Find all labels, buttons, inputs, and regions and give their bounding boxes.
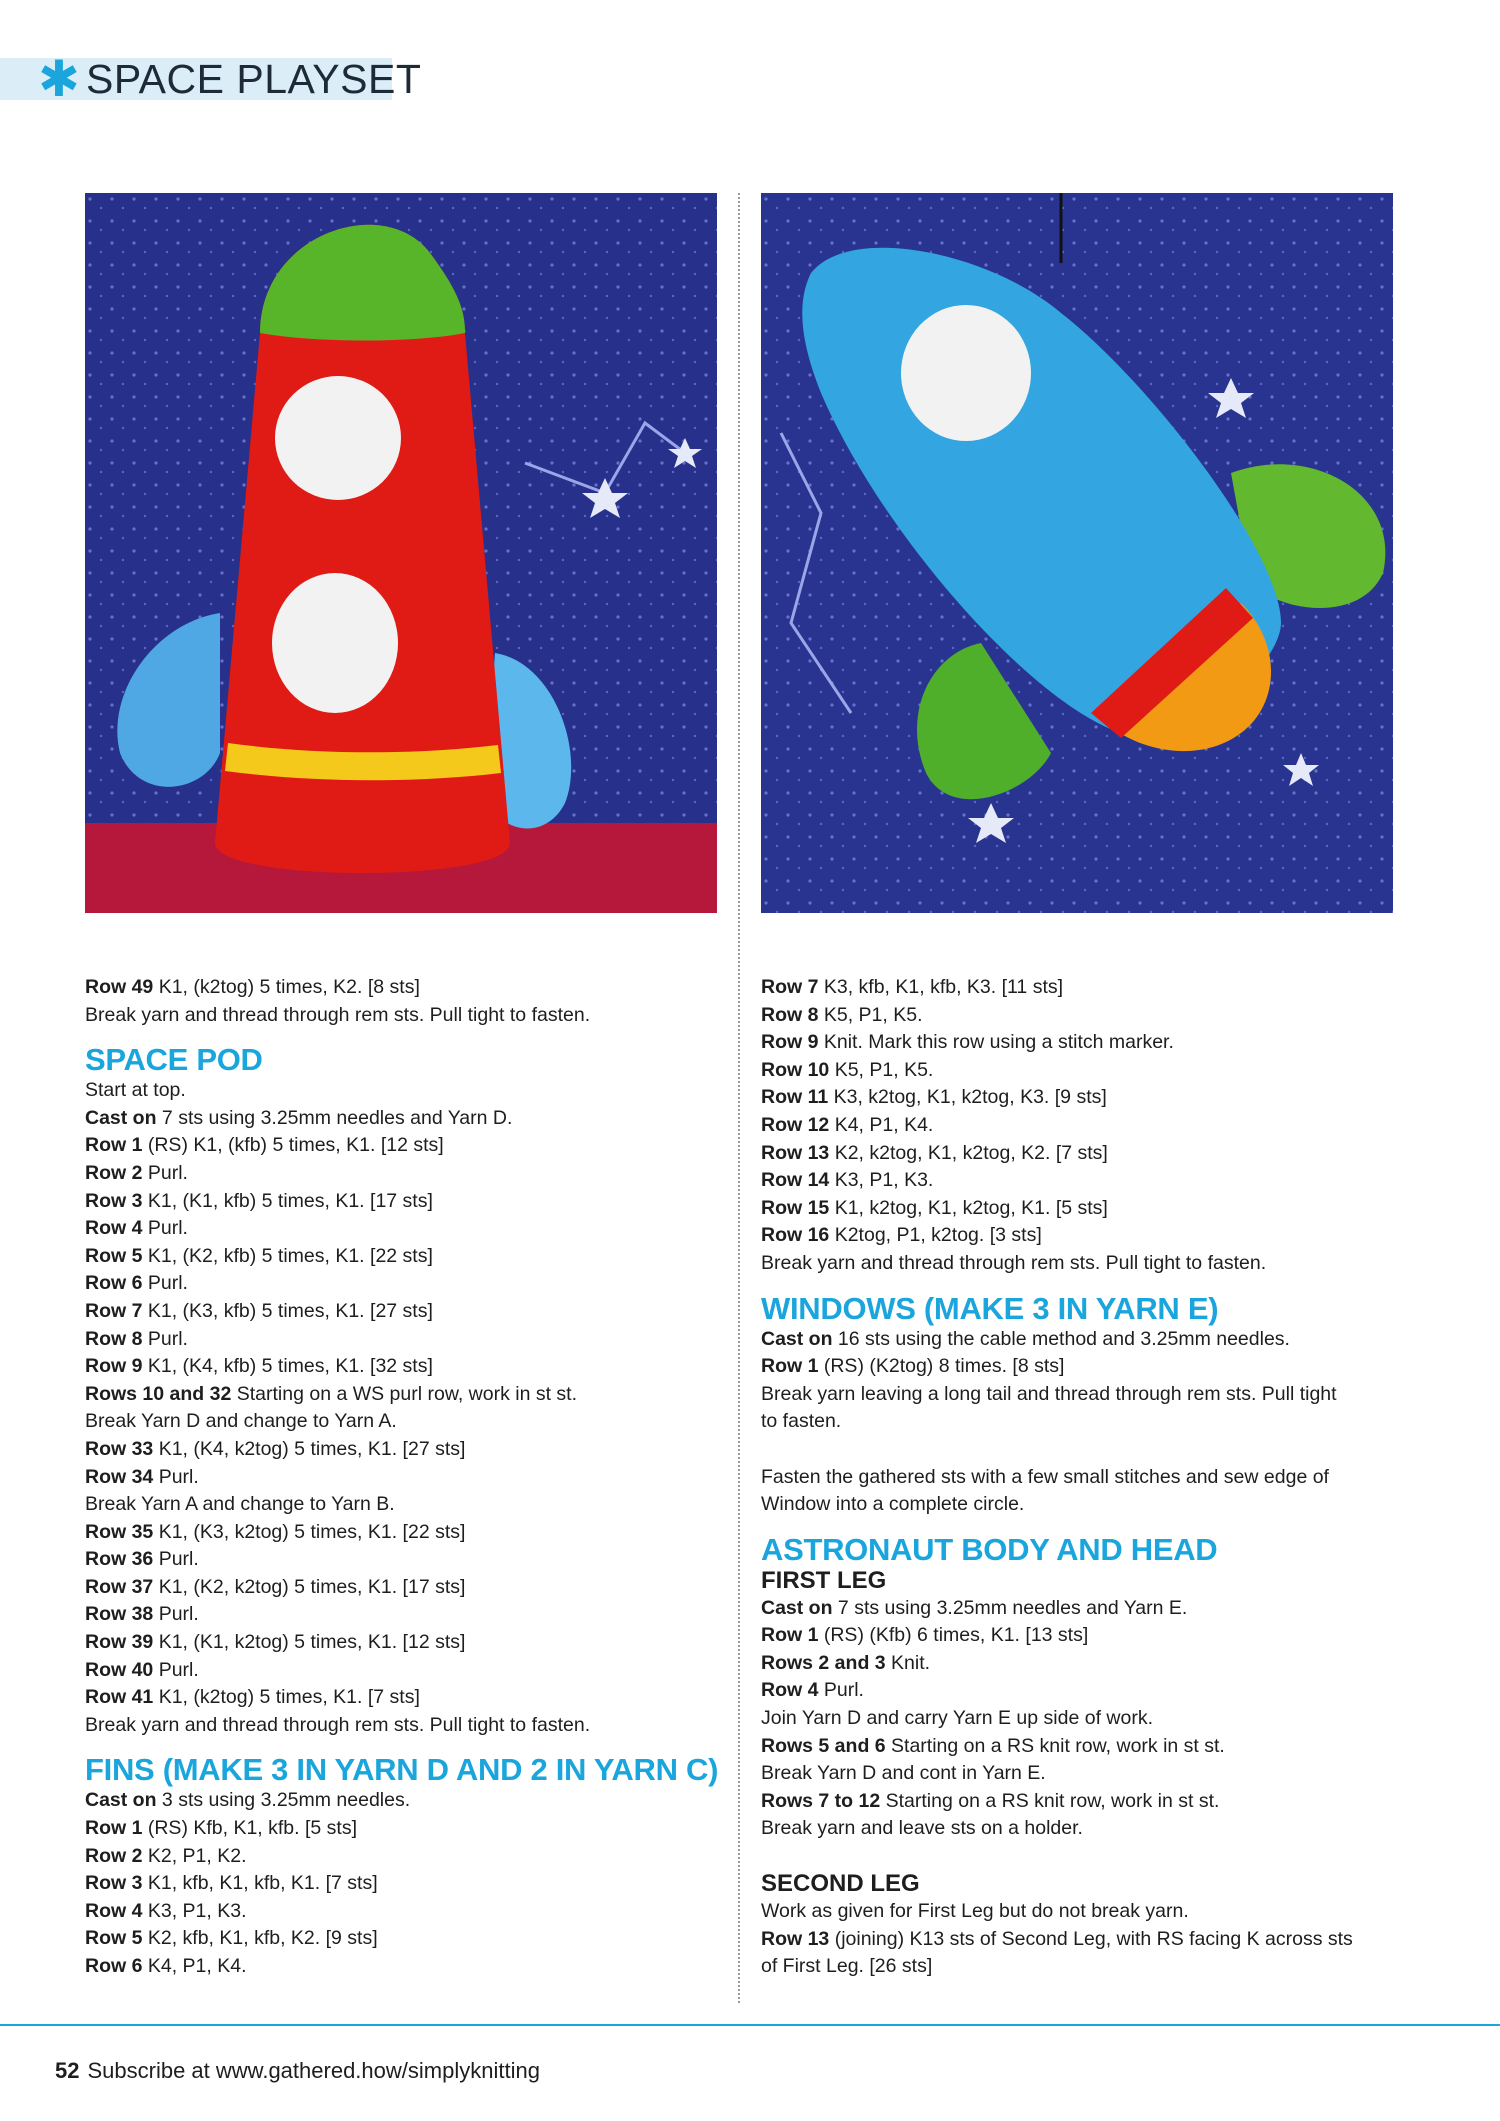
pattern-row	[85, 1574, 725, 1602]
row-instruction: K3, k2tog, K1, k2tog, K3. [9 sts]	[828, 1086, 1107, 1109]
row-instruction: K1, (K3, kfb) 5 times, K1. [27 sts]	[142, 1299, 433, 1322]
row-label: Row 6	[85, 1272, 143, 1295]
row-label: Row 1	[85, 1134, 143, 1157]
row-label: Row 33	[85, 1437, 154, 1460]
pattern-row	[85, 1270, 725, 1298]
row-label: Row 3	[85, 1872, 143, 1895]
section-heading: SPACE POD	[85, 1042, 263, 1078]
row-instruction: K2, k2tog, K1, k2tog, K2. [7 sts]	[829, 1141, 1108, 1164]
row-label: Cast on	[85, 1789, 157, 1812]
row-label: Row 1	[85, 1817, 143, 1840]
pattern-row	[85, 1298, 725, 1326]
pattern-row	[85, 1815, 725, 1843]
pattern-row	[761, 1140, 1401, 1168]
row-label: Row 16	[761, 1224, 830, 1247]
row-instruction: (RS) (Kfb) 6 times, K1. [13 sts]	[818, 1624, 1089, 1647]
pattern-row	[85, 1160, 725, 1188]
row-instruction: Purl.	[153, 1548, 199, 1571]
row-label: Row 8	[761, 1003, 819, 1026]
left-text-column	[85, 974, 725, 1981]
row-label: Row 36	[85, 1548, 154, 1571]
row-instruction: Purl.	[142, 1217, 188, 1240]
pattern-row	[85, 1132, 725, 1160]
pattern-row	[85, 1684, 725, 1712]
pattern-row	[85, 1843, 725, 1871]
row-label: Row 38	[85, 1603, 154, 1626]
pattern-row	[85, 1215, 725, 1243]
row-label: Rows 10 and 32	[85, 1382, 232, 1405]
pattern-row	[85, 1105, 725, 1133]
pattern-row	[85, 1898, 725, 1926]
row-instruction: Purl.	[153, 1465, 199, 1488]
pattern-row	[85, 1787, 725, 1815]
row-label: Row 7	[85, 1299, 143, 1322]
row-instruction: Purl.	[142, 1161, 188, 1184]
pattern-row	[761, 1733, 1401, 1761]
pattern-row	[85, 1629, 725, 1657]
row-label: Row 37	[85, 1575, 154, 1598]
row-label: Row 4	[85, 1217, 143, 1240]
pattern-row	[85, 1464, 725, 1492]
row-label: Row 49	[85, 976, 154, 998]
row-label: Row 2	[85, 1161, 143, 1184]
row-instruction: Starting on a WS purl row, work in st st.	[231, 1382, 578, 1405]
row-instruction: K5, P1, K5.	[818, 1003, 923, 1026]
row-instruction: Purl.	[142, 1272, 188, 1295]
pattern-row	[85, 1870, 725, 1898]
instruction-text: Break Yarn D and cont in Yarn E.	[761, 1762, 1046, 1785]
pattern-row	[761, 1650, 1401, 1678]
pattern-row	[85, 1436, 725, 1464]
pattern-row	[761, 1326, 1401, 1354]
pattern-row	[761, 1788, 1401, 1816]
row-instruction: K1, (K4, kfb) 5 times, K1. [32 sts]	[142, 1355, 433, 1378]
footer	[55, 2057, 540, 2085]
blue-rocket-photo	[761, 193, 1393, 913]
instruction-text: Break Yarn D and change to Yarn A.	[85, 1410, 397, 1433]
row-label: Row 7	[761, 976, 819, 998]
instruction-text: Join Yarn D and carry Yarn E up side of work.	[761, 1707, 1153, 1730]
row-instruction: (RS) Kfb, K1, kfb. [5 sts]	[142, 1817, 358, 1840]
row-instruction: Purl.	[153, 1603, 199, 1626]
pattern-row	[85, 1381, 725, 1409]
pattern-row	[761, 1029, 1401, 1057]
page-number: 52	[55, 2058, 80, 2083]
row-label: Row 13	[761, 1927, 830, 1950]
row-instruction: K2tog, P1, k2tog. [3 sts]	[829, 1224, 1042, 1247]
row-instruction: Knit.	[885, 1651, 931, 1674]
row-instruction: K1, (K2, kfb) 5 times, K1. [22 sts]	[142, 1244, 433, 1267]
pattern-row	[85, 1243, 725, 1271]
instruction-text: Start at top.	[85, 1079, 186, 1102]
row-label: Row 8	[85, 1327, 143, 1350]
pattern-row	[761, 1926, 1401, 1954]
row-instruction: (RS) (K2tog) 8 times. [8 sts]	[818, 1355, 1065, 1378]
row-instruction: K3, P1, K3.	[142, 1899, 247, 1922]
instruction-text: Break yarn leaving a long tail and thread through rem sts. Pull tight	[761, 1382, 1337, 1405]
row-label: Row 12	[761, 1113, 830, 1136]
row-instruction: K1, (K2, k2tog) 5 times, K1. [17 sts]	[153, 1575, 466, 1598]
row-instruction: K1, k2tog, K1, k2tog, K1. [5 sts]	[829, 1196, 1108, 1219]
row-label: Rows 5 and 6	[761, 1734, 886, 1757]
pattern-row	[761, 974, 1401, 1002]
instruction-text: Window into a complete circle.	[761, 1493, 1025, 1516]
column-divider	[738, 193, 740, 2003]
instruction-text: of First Leg. [26 sts]	[761, 1955, 933, 1978]
page-title: SPACE PLAYSET	[86, 56, 422, 102]
pattern-row	[761, 1595, 1401, 1623]
row-label: Row 11	[761, 1086, 829, 1109]
pattern-row	[85, 1326, 725, 1354]
row-instruction: K4, P1, K4.	[829, 1113, 934, 1136]
sub-heading: FIRST LEG	[761, 1566, 887, 1594]
pattern-row	[761, 1112, 1401, 1140]
row-instruction: 7 sts using 3.25mm needles and Yarn E.	[832, 1596, 1188, 1619]
row-instruction: Purl.	[142, 1327, 188, 1350]
row-instruction: 3 sts using 3.25mm needles.	[156, 1789, 411, 1812]
row-instruction: K2, P1, K2.	[142, 1844, 247, 1867]
row-label: Row 5	[85, 1927, 143, 1950]
row-label: Row 1	[761, 1624, 819, 1647]
pattern-row	[761, 1353, 1401, 1381]
pattern-row	[85, 1519, 725, 1547]
row-label: Row 3	[85, 1189, 143, 1212]
row-instruction: Starting on a RS knit row, work in st st.	[885, 1734, 1225, 1757]
pattern-row	[761, 1677, 1401, 1705]
instruction-text: Break yarn and thread through rem sts. Pull tight to fasten.	[761, 1251, 1267, 1274]
row-instruction: Starting on a RS knit row, work in st st.	[880, 1789, 1220, 1812]
row-label: Rows 7 to 12	[761, 1789, 881, 1812]
pattern-row	[761, 1167, 1401, 1195]
row-label: Row 34	[85, 1465, 154, 1488]
instruction-text: Break yarn and thread through rem sts. Pull tight to fasten.	[85, 1713, 591, 1736]
row-label: Row 1	[761, 1355, 819, 1378]
instruction-text: Break yarn and leave sts on a holder.	[761, 1817, 1083, 1840]
row-label: Row 4	[761, 1679, 819, 1702]
section-heading: ASTRONAUT BODY AND HEAD	[761, 1531, 1218, 1567]
row-instruction: K1, (K3, k2tog) 5 times, K1. [22 sts]	[153, 1520, 466, 1543]
row-label: Row 9	[85, 1355, 143, 1378]
pattern-row	[761, 1222, 1401, 1250]
row-instruction: K2, kfb, K1, kfb, K2. [9 sts]	[142, 1927, 378, 1950]
pattern-row	[85, 1188, 725, 1216]
pattern-row	[85, 1546, 725, 1574]
row-label: Row 10	[761, 1058, 830, 1081]
row-label: Row 6	[85, 1955, 143, 1977]
pattern-row	[761, 1002, 1401, 1030]
row-label: Row 13	[761, 1141, 830, 1164]
row-label: Cast on	[761, 1596, 833, 1619]
row-instruction: Knit. Mark this row using a stitch marker.	[818, 1031, 1174, 1054]
pattern-row	[761, 1195, 1401, 1223]
pattern-row	[761, 1084, 1401, 1112]
row-instruction: K1, kfb, K1, kfb, K1. [7 sts]	[142, 1872, 378, 1895]
asterisk-icon: ✱	[38, 51, 80, 107]
row-instruction: K3, kfb, K1, kfb, K3. [11 sts]	[818, 976, 1064, 998]
row-label: Row 2	[85, 1844, 143, 1867]
row-label: Rows 2 and 3	[761, 1651, 886, 1674]
row-instruction: K1, (K1, k2tog) 5 times, K1. [12 sts]	[153, 1631, 466, 1654]
row-instruction: (joining) K13 sts of Second Leg, with RS facing K across sts	[829, 1927, 1353, 1950]
pattern-row	[85, 974, 725, 1002]
pattern-row	[761, 1057, 1401, 1085]
row-label: Row 9	[761, 1031, 819, 1054]
pattern-row	[85, 1657, 725, 1685]
pattern-row	[85, 1953, 725, 1981]
pattern-row	[85, 1925, 725, 1953]
footer-link[interactable]: Subscribe at www.gathered.how/simplyknitting	[87, 2058, 540, 2083]
instruction-text: to fasten.	[761, 1410, 842, 1433]
row-label: Row 15	[761, 1196, 830, 1219]
sub-heading: SECOND LEG	[761, 1870, 920, 1898]
instruction-text: Break Yarn A and change to Yarn B.	[85, 1493, 395, 1516]
instruction-text: Fasten the gathered sts with a few small stitches and sew edge of	[761, 1465, 1329, 1488]
row-instruction: K5, P1, K5.	[829, 1058, 934, 1081]
row-label: Row 5	[85, 1244, 143, 1267]
row-instruction: Purl.	[818, 1679, 864, 1702]
row-label: Cast on	[85, 1106, 157, 1129]
row-label: Row 4	[85, 1899, 143, 1922]
right-text-column	[761, 974, 1401, 1981]
row-instruction: K1, (K4, k2tog) 5 times, K1. [27 sts]	[153, 1437, 466, 1460]
row-instruction: K1, (k2tog) 5 times, K2. [8 sts]	[153, 976, 420, 998]
row-label: Row 39	[85, 1631, 154, 1654]
row-label: Row 41	[85, 1686, 154, 1709]
pattern-row	[761, 1622, 1401, 1650]
pattern-row	[85, 1353, 725, 1381]
row-instruction: 16 sts using the cable method and 3.25mm needles.	[832, 1327, 1290, 1350]
red-rocket-photo	[85, 193, 717, 913]
pattern-row	[85, 1601, 725, 1629]
row-label: Row 14	[761, 1169, 830, 1192]
blank-line	[761, 1436, 1401, 1464]
row-instruction: K3, P1, K3.	[829, 1169, 934, 1192]
row-label: Row 40	[85, 1658, 154, 1681]
row-instruction: K1, (K1, kfb) 5 times, K1. [17 sts]	[142, 1189, 433, 1212]
row-instruction: Purl.	[153, 1658, 199, 1681]
row-instruction: 7 sts using 3.25mm needles and Yarn D.	[156, 1106, 513, 1129]
row-instruction: K1, (k2tog) 5 times, K1. [7 sts]	[153, 1686, 420, 1709]
instruction-text: Work as given for First Leg but do not break yarn.	[761, 1900, 1189, 1923]
footer-rule	[0, 2024, 1500, 2026]
instruction-text: Break yarn and thread through rem sts. Pull tight to fasten.	[85, 1003, 591, 1026]
row-label: Row 35	[85, 1520, 154, 1543]
row-label: Cast on	[761, 1327, 833, 1350]
row-instruction: K4, P1, K4.	[142, 1955, 247, 1977]
section-heading: WINDOWS (MAKE 3 IN YARN E)	[761, 1290, 1219, 1326]
row-instruction: (RS) K1, (kfb) 5 times, K1. [12 sts]	[142, 1134, 444, 1157]
section-heading: FINS (MAKE 3 IN YARN D AND 2 IN YARN C)	[85, 1752, 719, 1788]
